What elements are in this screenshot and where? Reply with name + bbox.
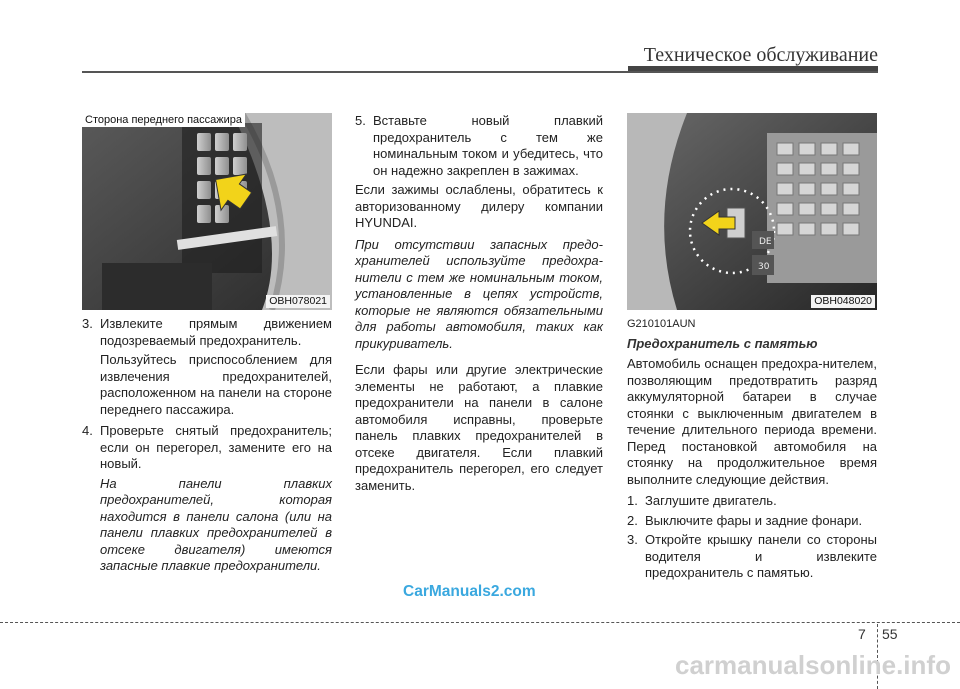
header-rule: [82, 71, 878, 73]
chapter-number: 7: [858, 626, 866, 642]
engine-fuse-paragraph: Если фары или другие электрические элементы не работают, а плавкие предохранители на панели в салоне автомобиля исправны, проверьте панель плавких предохранителей в отсеке двигателя. Если плавкий предохранитель перегорел, его следует заменить.: [355, 362, 603, 493]
list-text: Проверьте снятый предохранитель; если он перегорел, замените его на новый.: [100, 423, 332, 471]
list-text: Заглушите двигатель.: [645, 493, 777, 508]
step-2: [627, 513, 877, 530]
section-code: G210101AUN: [627, 318, 696, 330]
list-number: 3.: [82, 316, 93, 331]
header-rule-accent: [628, 66, 878, 71]
dealer-paragraph: Если зажимы ослаблены, обратитесь к авторизованному дилеру компании HYUNDAI.: [355, 182, 603, 230]
step-3: [627, 532, 877, 582]
list-item-5: [355, 113, 603, 179]
list-number: 5.: [355, 113, 366, 128]
list-text: Откройте крышку панели со стороны водителя и извлеките предохранитель с памятью.: [645, 532, 877, 580]
column-1: [82, 316, 332, 580]
item4-note: На панели плавких предохранителей, которая находится в панели салона (или на панели плавких предохранителей в отсеке двигателя) имеются запасные плавкие предохранители.: [100, 475, 332, 573]
footer-divider: [0, 622, 960, 623]
list-text: Выключите фары и задние фонари.: [645, 512, 863, 528]
figure-fuse-panel-passenger-side: [82, 113, 332, 310]
watermark-link[interactable]: CarManuals2.com: [403, 583, 536, 600]
page-header-title: Техническое обслуживание: [643, 44, 878, 66]
memory-fuse-paragraph: Автомобиль оснащен предохра-нителем, позволяющим предотвратить разряд аккумуляторной батареи в случае стоянки с выключенным двигателем в течение длительного периода времени. Перед постановкой автомобиля на стоянку на продолжительное время выполните следующие действия.: [627, 356, 877, 487]
list-number: 4.: [82, 423, 93, 438]
list-number: 2.: [627, 512, 638, 528]
column-3: [627, 316, 877, 585]
section-subtitle: Предохранитель с памятью: [627, 335, 818, 351]
page-number: 55: [882, 626, 898, 642]
figure2-code: OBH048020: [811, 295, 875, 308]
figure1-caption: Сторона переднего пассажира: [82, 113, 245, 127]
fuse-panel-photo: [82, 113, 332, 310]
footer-site-watermark: carmanualsonline.info: [675, 650, 951, 680]
memory-fuse-photo: [627, 113, 877, 310]
item3-subtext: Пользуйтесь приспособлением для извлечения предохранителей, расположенном на панели на стороне переднего пассажира.: [100, 352, 332, 417]
list-text: Вставьте новый плавкий предохранитель с тем же номинальным током и убедитесь, что он надежно закреплен в зажимах.: [373, 113, 603, 178]
figure1-code: OBH078021: [266, 295, 330, 308]
list-text: Извлеките прямым движением подозреваемый предохранитель.: [100, 316, 332, 348]
fuse-label-30: 30: [758, 262, 770, 272]
spare-fuse-note: При отсутствии запасных предо-хранителей используйте предохра-нители с тем же номинальным током, установленные в цепях устройств, которые не являются обязательными для работы автомобиля, таких как прикуриватель.: [355, 236, 603, 351]
step-1: [627, 493, 877, 510]
column-2: [355, 113, 603, 499]
list-number: 3.: [627, 532, 638, 547]
fuse-label-de: DE: [759, 237, 772, 247]
list-item-3: [82, 316, 332, 349]
figure-memory-fuse: [627, 113, 877, 310]
list-number: 1.: [627, 493, 638, 508]
list-item-4: [82, 423, 332, 473]
